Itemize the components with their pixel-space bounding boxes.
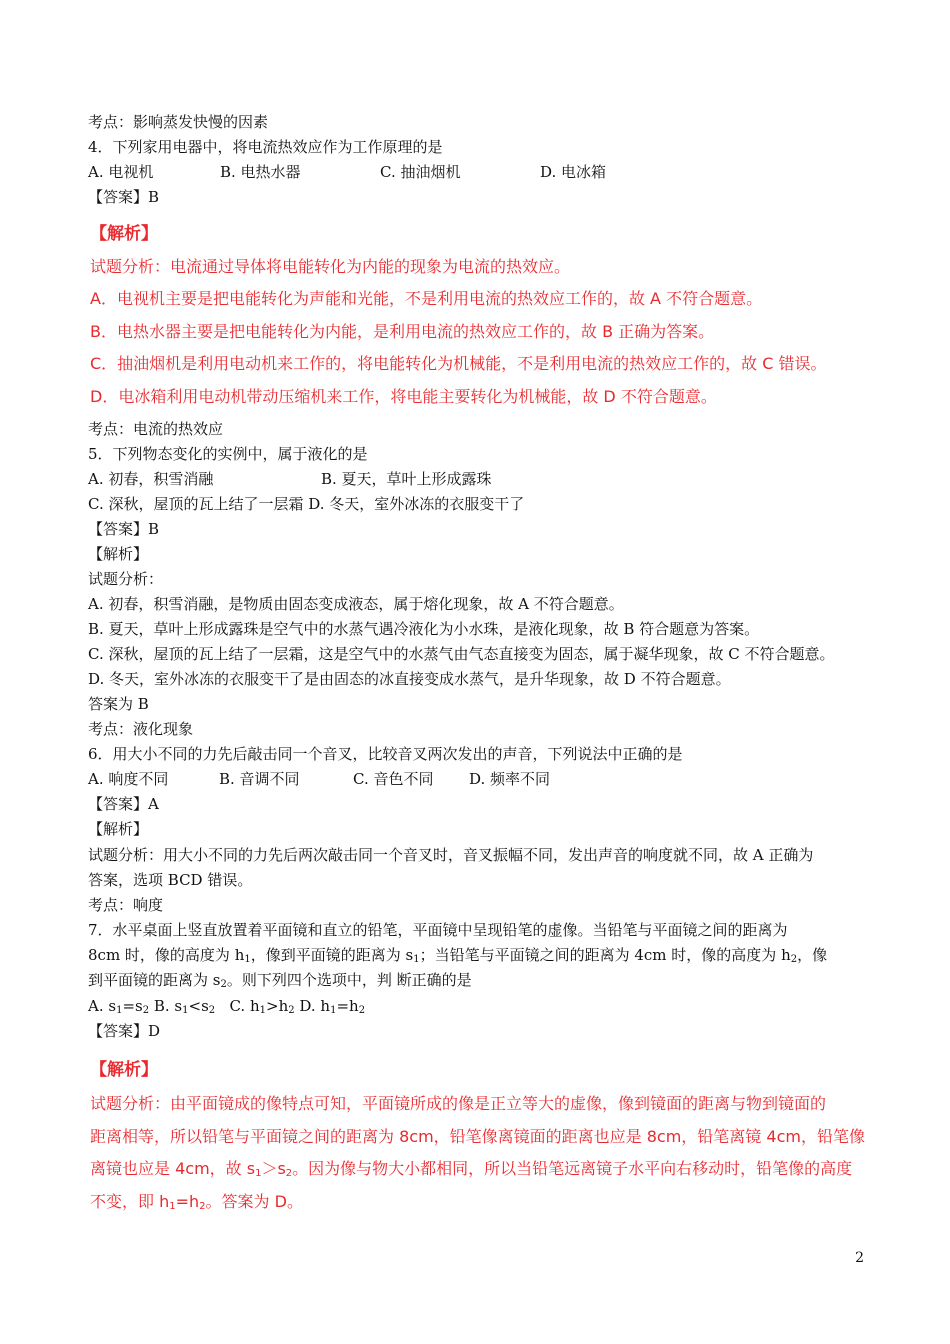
q6-option-b: B. 音调不同 bbox=[219, 770, 300, 788]
q7-analysis-line4 bbox=[90, 1192, 303, 1212]
q4-answer: 【答案】B bbox=[88, 188, 160, 206]
q4-stem: 4．下列家用电器中，将电流热效应作为工作原理的是 bbox=[88, 138, 443, 156]
q5-explain-b: B. 夏天，草叶上形成露珠是空气中的水蒸气遇冷液化为小水珠，是液化现象，故 B 符合题意为答案。 bbox=[88, 620, 760, 638]
q7-analysis-text: 。因为像与物大小都相同，所以当铅笔远离镜子水平向右移动时，铅笔像的高度 bbox=[292, 1159, 853, 1178]
q5-kaodian: 考点：液化现象 bbox=[88, 720, 194, 738]
q4-option-a: A. 电视机 bbox=[88, 163, 154, 181]
q6-option-c: C. 音色不同 bbox=[353, 770, 434, 788]
q7-option-text: =h bbox=[336, 997, 359, 1015]
subscript: 1 bbox=[413, 954, 420, 965]
q4-option-b: B. 电热水器 bbox=[220, 163, 301, 181]
subscript: 1 bbox=[330, 1005, 337, 1016]
q7-stem-line1: 7．水平桌面上竖直放置着平面镜和直立的铅笔，平面镜中呈现铅笔的虚像。当铅笔与平面镜之间的距离为 bbox=[88, 921, 788, 939]
subscript: 2 bbox=[199, 1201, 206, 1212]
q7-option-text: B. s bbox=[149, 997, 183, 1015]
q6-analysis-line1: 试题分析：用大小不同的力先后两次敲击同一个音叉时，音叉振幅不同，发出声音的响度就不同，故 A 正确为 bbox=[88, 846, 814, 864]
q7-answer: 【答案】D bbox=[88, 1022, 161, 1040]
subscript: 2 bbox=[288, 1005, 295, 1016]
subscript: 1 bbox=[259, 1005, 266, 1016]
q7-option-text: =s bbox=[122, 997, 143, 1015]
q4-explain-b: B．电热水器主要是把电能转化为内能，是利用电流的热效应工作的，故 B 正确为答案。 bbox=[90, 322, 715, 341]
q5-option-b: B. 夏天，草叶上形成露珠 bbox=[321, 470, 492, 488]
q4-explain-d: D．电冰箱利用电动机带动压缩机来工作，将电能主要转化为机械能，故 D 不符合题意。 bbox=[90, 387, 717, 406]
q5-answer: 【答案】B bbox=[88, 520, 160, 538]
q7-option-text: <s bbox=[188, 997, 209, 1015]
q7-options bbox=[88, 996, 365, 1016]
q5-final: 答案为 B bbox=[88, 695, 149, 713]
q7-analysis-line2: 距离相等，所以铅笔与平面镜之间的距离为 8cm，铅笔像离镜面的距离也应是 8cm，铅笔离镜 4cm，铅笔像 bbox=[90, 1127, 865, 1146]
q7-analysis-text: 不变，即 h bbox=[90, 1192, 170, 1211]
q6-options bbox=[88, 769, 550, 789]
q7-stem-text: ，像 bbox=[797, 946, 828, 964]
q6-answer: 【答案】A bbox=[88, 795, 159, 813]
subscript: 2 bbox=[142, 1005, 150, 1016]
q7-stem-text: 。则下列四个选项中，判 断正确的是 bbox=[226, 971, 472, 989]
subscript: 1 bbox=[116, 1005, 123, 1016]
q6-kaodian: 考点：响度 bbox=[88, 896, 164, 914]
q7-stem-line2 bbox=[88, 945, 827, 965]
q6-stem: 6．用大小不同的力先后敲击同一个音叉，比较音叉两次发出的声音，下列说法中正确的是 bbox=[88, 745, 683, 763]
q4-option-d: D. 电冰箱 bbox=[540, 163, 607, 181]
q7-analysis-text: =h bbox=[175, 1192, 200, 1211]
q5-option-a: A. 初春，积雪消融 bbox=[88, 470, 214, 488]
q7-analysis-line3 bbox=[90, 1159, 852, 1179]
subscript: 1 bbox=[244, 954, 251, 965]
q4-analysis: 试题分析：电流通过导体将电能转化为内能的现象为电流的热效应。 bbox=[90, 257, 571, 276]
q7-stem-text: ，像到平面镜的距离为 s bbox=[250, 946, 414, 964]
subscript: 1 bbox=[255, 1168, 262, 1179]
q7-analysis-line1: 试题分析：由平面镜成的像特点可知，平面镜所成的像是正立等大的虚像，像到镜面的距离与物到镜面的 bbox=[90, 1094, 827, 1113]
q7-option-text: C. h bbox=[215, 997, 260, 1015]
q5-options-ab bbox=[88, 469, 492, 489]
q4-options bbox=[88, 162, 606, 182]
q4-kaodian: 考点：电流的热效应 bbox=[88, 420, 224, 438]
subscript: 2 bbox=[790, 954, 798, 965]
q7-option-text: >h bbox=[266, 997, 289, 1015]
q4-explain-c: C．抽油烟机是利用电动机来工作的，将电能转化为机械能，不是利用电流的热效应工作的，故 C 错误。 bbox=[90, 354, 827, 373]
q7-analysis-text: 离镜也应是 4cm，故 s bbox=[90, 1159, 256, 1178]
q4-jiexi: 【解析】 bbox=[90, 224, 158, 244]
q5-options-cd: C. 深秋，屋顶的瓦上结了一层霜 D. 冬天，室外冰冻的衣服变干了 bbox=[88, 495, 525, 513]
q6-option-d: D. 频率不同 bbox=[469, 770, 551, 788]
q7-stem-text: ；当铅笔与平面镜之间的距离为 4cm 时，像的高度为 h bbox=[419, 946, 791, 964]
subscript: 1 bbox=[169, 1201, 176, 1212]
q6-jiexi: 【解析】 bbox=[88, 820, 149, 838]
q3-kaodian: 考点：影响蒸发快慢的因素 bbox=[88, 113, 269, 131]
q5-explain-d: D. 冬天，室外冰冻的衣服变干了是由固态的冰直接变成水蒸气，是升华现象，故 D 不符合题意。 bbox=[88, 670, 731, 688]
q5-explain-c: C. 深秋，屋顶的瓦上结了一层霜，这是空气中的水蒸气由气态直接变为固态，属于凝华现象，故 C 不符合题意。 bbox=[88, 645, 835, 663]
q6-option-a: A. 响度不同 bbox=[88, 770, 169, 788]
q5-stem: 5．下列物态变化的实例中，属于液化的是 bbox=[88, 445, 368, 463]
q7-analysis-text: 。答案为 D。 bbox=[205, 1192, 303, 1211]
q7-stem-text: 8cm 时，像的高度为 h bbox=[88, 946, 245, 964]
q7-option-text: D. h bbox=[294, 997, 331, 1015]
q7-analysis-text: ＞s bbox=[261, 1159, 286, 1178]
subscript: 2 bbox=[358, 1005, 366, 1016]
subscript: 2 bbox=[208, 1005, 216, 1016]
q5-jiexi: 【解析】 bbox=[88, 545, 149, 563]
q4-option-c: C. 抽油烟机 bbox=[380, 163, 461, 181]
q5-analysis: 试题分析： bbox=[88, 570, 164, 588]
subscript: 2 bbox=[220, 979, 227, 990]
q7-stem-line3 bbox=[88, 970, 472, 990]
q5-explain-a: A. 初春，积雪消融，是物质由固态变成液态，属于熔化现象，故 A 不符合题意。 bbox=[88, 595, 624, 613]
q6-analysis-line2: 答案，选项 BCD 错误。 bbox=[88, 871, 253, 889]
q7-stem-text: 到平面镜的距离为 s bbox=[88, 971, 221, 989]
q7-option-text: A. s bbox=[88, 997, 117, 1015]
page-number: 2 bbox=[855, 1250, 864, 1266]
subscript: 1 bbox=[182, 1005, 189, 1016]
subscript: 2 bbox=[285, 1168, 293, 1179]
q4-explain-a: A．电视机主要是把电能转化为声能和光能，不是利用电流的热效应工作的，故 A 不符合题意。 bbox=[90, 289, 763, 308]
q7-jiexi: 【解析】 bbox=[90, 1060, 158, 1080]
